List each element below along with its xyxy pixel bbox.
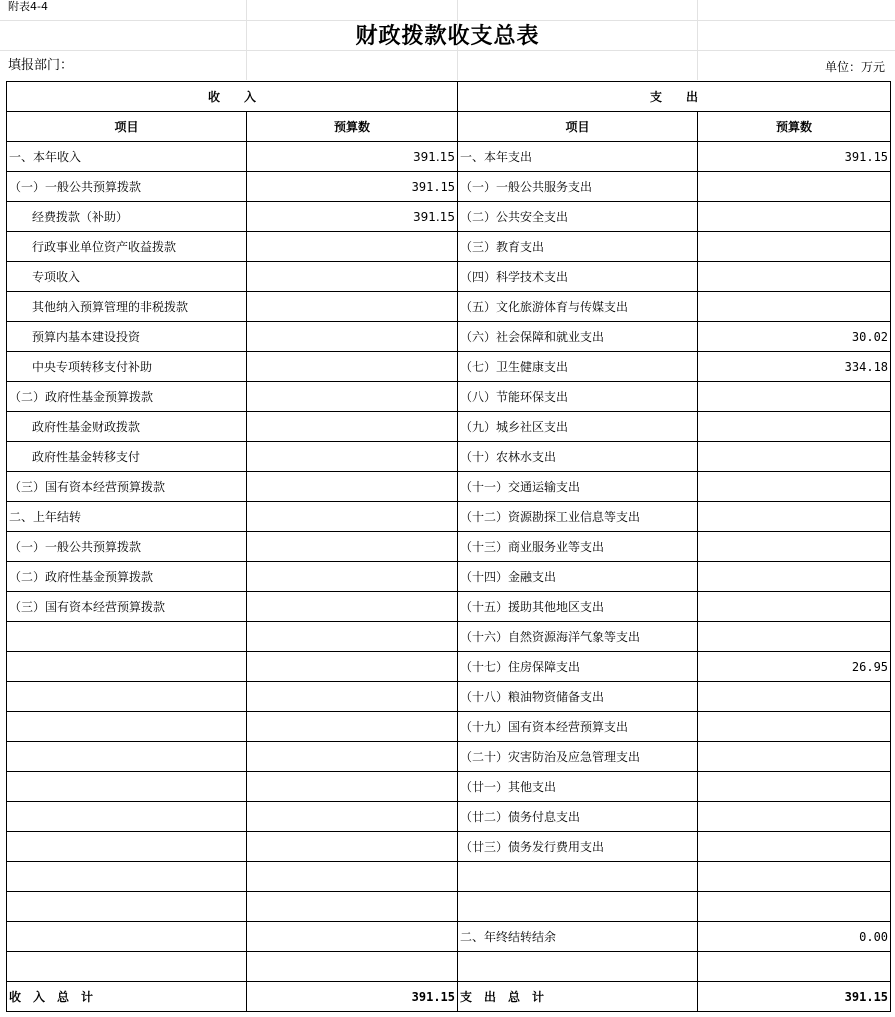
expense-value-cell <box>698 832 891 862</box>
income-value-cell <box>247 772 458 802</box>
expense-item-cell <box>458 862 698 892</box>
expense-item-cell: （十二）资源勘探工业信息等支出 <box>458 502 698 532</box>
income-item-cell <box>7 712 247 742</box>
income-value-cell <box>247 892 458 922</box>
income-item-cell <box>7 922 247 952</box>
expense-value-cell <box>698 172 891 202</box>
expense-item-cell: （十六）自然资源海洋气象等支出 <box>458 622 698 652</box>
expense-value-cell <box>698 292 891 322</box>
totals-row <box>7 982 891 1012</box>
income-value-cell <box>247 322 458 352</box>
expense-value-cell <box>698 622 891 652</box>
expense-item-cell: （九）城乡社区支出 <box>458 412 698 442</box>
table-row <box>7 922 891 952</box>
table-row <box>7 262 891 292</box>
expense-value-cell <box>698 412 891 442</box>
income-item-cell: （一）一般公共预算拨款 <box>7 532 247 562</box>
expense-item-cell: （廿三）债务发行费用支出 <box>458 832 698 862</box>
table-row <box>7 592 891 622</box>
expense-value-cell <box>698 502 891 532</box>
expense-value-cell: 334.18 <box>698 352 891 382</box>
income-value-cell <box>247 292 458 322</box>
income-item-cell <box>7 682 247 712</box>
table-row <box>7 952 891 982</box>
expense-section-header: 支 出 <box>458 82 891 112</box>
expense-value-cell <box>698 892 891 922</box>
expense-item-cell: （一）一般公共服务支出 <box>458 172 698 202</box>
income-value-cell <box>247 412 458 442</box>
budget-table <box>6 81 891 1012</box>
income-budget-header: 预算数 <box>247 112 458 142</box>
expense-value-cell: 391.15 <box>698 142 891 172</box>
expense-item-cell: （十三）商业服务业等支出 <box>458 532 698 562</box>
table-row <box>7 142 891 172</box>
income-item-cell <box>7 952 247 982</box>
expense-item-header: 项目 <box>458 112 698 142</box>
income-item-cell <box>7 832 247 862</box>
table-row <box>7 292 891 322</box>
income-item-cell: （一）一般公共预算拨款 <box>7 172 247 202</box>
stray-mark: . <box>889 224 892 234</box>
expense-item-cell <box>458 952 698 982</box>
expense-item-cell: （四）科学技术支出 <box>458 262 698 292</box>
expense-item-cell: （十七）住房保障支出 <box>458 652 698 682</box>
unit-label: 单位：万元 <box>824 60 885 74</box>
income-value-cell: 391.15 <box>247 202 458 232</box>
income-value-cell: 391.15 <box>247 172 458 202</box>
income-value-cell <box>247 262 458 292</box>
income-item-cell: 其他纳入预算管理的非税拨款 <box>7 292 247 322</box>
income-item-cell: 中央专项转移支付补助 <box>7 352 247 382</box>
page-title: 财政拨款收支总表 <box>355 23 540 49</box>
expense-value-cell <box>698 262 891 292</box>
income-value-cell <box>247 232 458 262</box>
expense-value-cell <box>698 562 891 592</box>
table-row <box>7 772 891 802</box>
income-value-cell <box>247 742 458 772</box>
income-item-cell: 预算内基本建设投资 <box>7 322 247 352</box>
table-row <box>7 892 891 922</box>
income-item-header: 项目 <box>7 112 247 142</box>
expense-total-label: 支 出 总 计 <box>458 982 698 1012</box>
income-item-cell: （二）政府性基金预算拨款 <box>7 562 247 592</box>
expense-item-cell: （十九）国有资本经营预算支出 <box>458 712 698 742</box>
income-value-cell <box>247 832 458 862</box>
expense-item-cell: （廿一）其他支出 <box>458 772 698 802</box>
expense-item-cell: （十八）粮油物资储备支出 <box>458 682 698 712</box>
table-row <box>7 682 891 712</box>
expense-value-cell <box>698 202 891 232</box>
income-total-label: 收 入 总 计 <box>7 982 247 1012</box>
expense-item-cell: （五）文化旅游体育与传媒支出 <box>458 292 698 322</box>
department-label: 填报部门： <box>8 58 74 73</box>
income-item-cell: 一、本年收入 <box>7 142 247 172</box>
income-total-value: 391.15 <box>247 982 458 1012</box>
income-value-cell: 391.15 <box>247 142 458 172</box>
income-value-cell <box>247 712 458 742</box>
expense-item-cell: （十五）援助其他地区支出 <box>458 592 698 622</box>
table-row <box>7 322 891 352</box>
expense-item-cell: （二十）灾害防治及应急管理支出 <box>458 742 698 772</box>
column-header-row <box>7 112 891 142</box>
income-item-cell: 行政事业单位资产收益拨款 <box>7 232 247 262</box>
income-item-cell: 经费拨款（补助） <box>7 202 247 232</box>
expense-item-cell: （十一）交通运输支出 <box>458 472 698 502</box>
income-value-cell <box>247 862 458 892</box>
expense-item-cell <box>458 892 698 922</box>
table-row <box>7 352 891 382</box>
income-item-cell <box>7 802 247 832</box>
income-item-cell <box>7 892 247 922</box>
expense-item-cell: （十）农林水支出 <box>458 442 698 472</box>
expense-item-cell: （三）教育支出 <box>458 232 698 262</box>
income-item-cell <box>7 862 247 892</box>
table-row <box>7 442 891 472</box>
table-row <box>7 382 891 412</box>
expense-value-cell <box>698 712 891 742</box>
expense-item-cell: （二）公共安全支出 <box>458 202 698 232</box>
expense-item-cell: （六）社会保障和就业支出 <box>458 322 698 352</box>
expense-value-cell <box>698 772 891 802</box>
table-row <box>7 172 891 202</box>
table-row <box>7 802 891 832</box>
income-value-cell <box>247 622 458 652</box>
expense-value-cell: 30.02 <box>698 322 891 352</box>
income-value-cell <box>247 532 458 562</box>
income-value-cell <box>247 352 458 382</box>
table-row <box>7 502 891 532</box>
income-item-cell <box>7 772 247 802</box>
income-item-cell: 政府性基金财政拨款 <box>7 412 247 442</box>
table-row <box>7 832 891 862</box>
income-item-cell: （三）国有资本经营预算拨款 <box>7 592 247 622</box>
expense-value-cell <box>698 232 891 262</box>
expense-value-cell <box>698 952 891 982</box>
expense-value-cell <box>698 802 891 832</box>
table-row <box>7 742 891 772</box>
expense-value-cell <box>698 742 891 772</box>
attachment-label: 附表4-4 <box>8 0 48 13</box>
expense-value-cell <box>698 472 891 502</box>
income-item-cell: 二、上年结转 <box>7 502 247 532</box>
expense-value-cell <box>698 592 891 622</box>
income-value-cell <box>247 592 458 622</box>
expense-value-cell <box>698 382 891 412</box>
expense-total-value: 391.15 <box>698 982 891 1012</box>
income-item-cell <box>7 742 247 772</box>
table-row <box>7 652 891 682</box>
expense-item-cell: 二、年终结转结余 <box>458 922 698 952</box>
income-section-header: 收 入 <box>7 82 458 112</box>
expense-item-cell: （八）节能环保支出 <box>458 382 698 412</box>
section-header-row <box>7 82 891 112</box>
expense-value-cell <box>698 442 891 472</box>
table-row <box>7 532 891 562</box>
income-item-cell <box>7 622 247 652</box>
income-value-cell <box>247 802 458 832</box>
expense-budget-header: 预算数 <box>698 112 891 142</box>
income-value-cell <box>247 502 458 532</box>
table-row <box>7 562 891 592</box>
table-row <box>7 232 891 262</box>
expense-value-cell <box>698 682 891 712</box>
income-item-cell: （二）政府性基金预算拨款 <box>7 382 247 412</box>
table-row <box>7 202 891 232</box>
income-value-cell <box>247 682 458 712</box>
expense-item-cell: （七）卫生健康支出 <box>458 352 698 382</box>
income-value-cell <box>247 472 458 502</box>
income-value-cell <box>247 382 458 412</box>
expense-value-cell: 26.95 <box>698 652 891 682</box>
income-item-cell: 专项收入 <box>7 262 247 292</box>
income-item-cell: 政府性基金转移支付 <box>7 442 247 472</box>
expense-value-cell <box>698 532 891 562</box>
table-row <box>7 412 891 442</box>
income-value-cell <box>247 922 458 952</box>
table-row <box>7 862 891 892</box>
expense-value-cell <box>698 862 891 892</box>
income-value-cell <box>247 562 458 592</box>
table-row <box>7 712 891 742</box>
expense-item-cell: （十四）金融支出 <box>458 562 698 592</box>
income-value-cell <box>247 652 458 682</box>
expense-item-cell: 一、本年支出 <box>458 142 698 172</box>
income-value-cell <box>247 952 458 982</box>
table-row <box>7 622 891 652</box>
table-row <box>7 472 891 502</box>
income-item-cell <box>7 652 247 682</box>
expense-item-cell: （廿二）债务付息支出 <box>458 802 698 832</box>
income-value-cell <box>247 442 458 472</box>
income-item-cell: （三）国有资本经营预算拨款 <box>7 472 247 502</box>
expense-value-cell: 0.00 <box>698 922 891 952</box>
